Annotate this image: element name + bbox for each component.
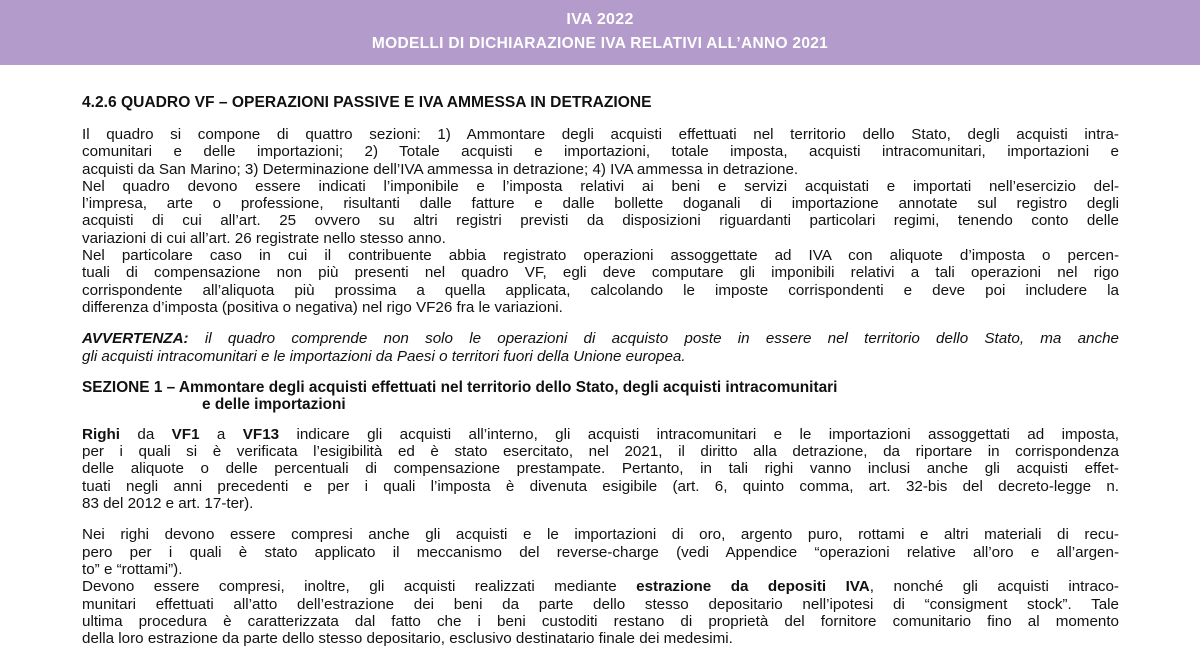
text-fragment: , nonché gli acquisti intraco-	[869, 578, 1119, 596]
text-line	[82, 426, 1119, 443]
text-line: Nel quadro devono essere indicati l’imponibile e l’imposta relativi ai beni e servizi acquistati e importati nell’esercizio del-	[82, 177, 1119, 195]
bold-term: VF1	[171, 425, 200, 443]
text-fragment: Devono essere compresi, inoltre, gli acquisti realizzati mediante	[82, 578, 637, 596]
subsection-title-line: SEZIONE 1 – Ammontare degli acquisti effettuati nel territorio dello Stato, degli acquisti intracomunitari	[82, 378, 838, 396]
text-line: tuali di compensazione non più presenti nel quadro VF, egli deve computare gli imponibili relativi a tali operazioni nel rigo	[82, 264, 1119, 282]
text-fragment: da	[119, 425, 172, 443]
text-fragment: indicare gli acquisti all’interno, gli acquisti intracomunitari e le importazioni assoggettati ad imposta,	[279, 425, 1119, 443]
text-line: acquisti di cui all’art. 25 ovvero su altri registri previsti da disposizioni riguardanti particolari regimi, tenendo conto delle	[82, 212, 1119, 230]
text-line: munitari effettuati all’atto dell’estrazione dei beni da parte dello stesso depositario nell’ipotesi di “consigment stock”. Tale	[82, 595, 1119, 613]
text-line: 83 del 2012 e art. 17-ter).	[82, 495, 254, 513]
text-line: della loro estrazione da parte dello stesso depositario, esclusivo destinatario finale dei medesimi.	[82, 630, 733, 647]
header-title: IVA 2022	[566, 11, 634, 28]
bold-term: VF13	[242, 425, 280, 443]
text-line: corrispondente all’aliquota più prossima a quella applicata, calcolando le imposte corrispondenti e deve poi includere la	[82, 281, 1119, 299]
text-line: variazioni di cui all’art. 26 registrate nello stesso anno.	[82, 229, 446, 247]
text-line: ultima procedura è caratterizzata dal fatto che i beni custoditi restano di proprietà del fornitore comunitario fino al momento	[82, 612, 1119, 630]
text-line: comunitari e delle importazioni; 2) Totale acquisti e importazioni, totale imposta, acquisti intracomunitari, importazioni e	[82, 143, 1119, 161]
intro-paragraph	[82, 126, 1119, 316]
document-body	[82, 94, 1119, 647]
header-subtitle: MODELLI DI DICHIARAZIONE IVA RELATIVI ALL’ANNO 2021	[371, 35, 829, 52]
text-line: differenza d’imposta (positiva o negativa) nel rigo VF26 fra le variazioni.	[82, 298, 563, 316]
text-line: acquisti da San Marino; 3) Determinazione dell’IVA ammessa in detrazione; 4) IVA ammessa in detrazione.	[82, 160, 799, 178]
text-line: pero per i quali è stato applicato il meccanismo del reverse-charge (vedi Appendice “operazioni relative all’oro e all’argen-	[82, 543, 1119, 561]
subsection-title-line: e delle importazioni	[202, 395, 346, 413]
gold-paragraph	[82, 526, 1119, 647]
section-heading: 4.2.6 QUADRO VF – OPERAZIONI PASSIVE E IVA AMMESSA IN DETRAZIONE	[82, 94, 652, 111]
text-line: per i quali si è verificata l’esigibilità ed è stato esercitato, nel 2021, il diritto alla detrazione, da riportare in corrispondenza	[82, 443, 1119, 461]
text-line: tuati negli anni precedenti e per i quali l’imposta è divenuta esigibile (art. 6, quinto comma, art. 32-bis del decreto-legge n.	[82, 477, 1119, 495]
subsection-title	[82, 379, 1119, 413]
text-line: Nel particolare caso in cui il contribuente abbia registrato operazioni assoggettate ad IVA con aliquote d’imposta o percen-	[82, 247, 1119, 265]
text-line: delle aliquote o delle percentuali di compensazione prestampate. Pertanto, in tali righi vanno inclusi anche gli acquisti effet-	[82, 460, 1119, 478]
text-line: Nei righi devono essere compresi anche gli acquisti e le importazioni di oro, argento puro, rottami e altri materiali di recu-	[82, 526, 1119, 544]
righi-paragraph	[82, 426, 1119, 512]
warning-label: AVVERTENZA:	[82, 330, 189, 348]
document-header-banner	[0, 0, 1200, 65]
text-line: to” e “rottami”).	[82, 560, 183, 578]
text-line	[82, 330, 1119, 347]
bold-term: Righi	[82, 425, 120, 443]
text-line: gli acquisti intracomunitari e le importazioni da Paesi o territori fuori della Unione europea.	[82, 347, 686, 365]
text-line: Il quadro si compone di quattro sezioni: 1) Ammontare degli acquisti effettuati nel territorio dello Stato, degli acquisti intra-	[82, 126, 1119, 143]
text-line: l’impresa, arte o professione, risultanti dalle fatture e dalle bollette doganali di importazione annotate sul registro degli	[82, 195, 1119, 213]
text-line	[82, 578, 1119, 595]
warning-text: il quadro comprende non solo le operazioni di acquisto poste in essere nel territorio dello Stato, ma anche	[188, 330, 1119, 348]
text-fragment: a	[199, 425, 243, 443]
warning-paragraph	[82, 330, 1119, 365]
bold-term: estrazione da depositi IVA	[636, 578, 870, 596]
